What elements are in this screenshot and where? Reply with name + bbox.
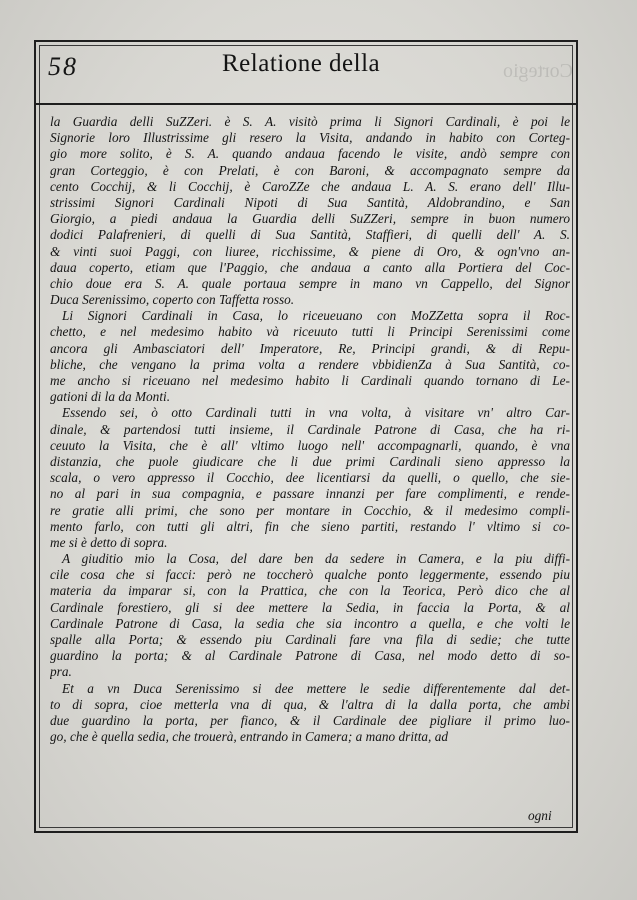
paragraph [50,114,570,308]
text-line: cento Cocchij, & li Cocchij, è CaroZZe che andaua L. A. S. erano dell' Illu- [50,178,570,194]
text-line: la Guardia delli SuZZeri. è S. A. visitò prima li Signori Cardinali, è poi le [50,114,570,129]
text-line: gran Corteggio, è con Prelati, è con Baroni, & accompagnato sempre da [50,162,570,178]
text-line: to di sopra, cioe metterla vna di qua, & l'altra di la dalla porta, che ambi [50,696,570,712]
running-head: Relatione della [222,50,381,77]
text-line: daua coperto, etiam que l'Paggio, che andaua a canto alla Portiera del Coc- [50,259,570,275]
paragraph [50,551,570,681]
text-line: Giorgio, a piedi andaua la Guardia delli SuZZeri, sempre in buon numero [50,211,570,227]
text-line: guardino la porta; & al Cardinale Patrone di Casa, nel modo detto di so- [50,648,570,664]
text-line: gationi di la da Monti. [50,389,171,405]
text-line: re gratie alli primi, che sono per montare in Cocchio, & il medesimo compli- [50,502,570,518]
text-line: & vinti suoi Paggi, con liuree, ricchissime, & piene di Oro, & ogn'vno an- [50,243,570,259]
text-line: ceuuto la Visita, che è all' vltimo luogo nell' accompagnarli, quando, è vna [50,437,570,453]
text-line: pra. [50,664,72,680]
text-line: dodici Palafrenieri, di quelli di Sua Santità, Staffieri, di quelli dell' A. S. [50,227,570,243]
text-line: me si è detto di sopra. [50,534,168,550]
text-line: mento farlo, con tutti gli altri, fin che sieno partiti, restando l' vltimo si co- [50,518,570,534]
paragraph [50,681,570,746]
text-line: no al pari in sua compagnia, e passare innanzi per fare complimenti, e rende- [50,486,570,502]
body-text [50,114,570,745]
text-line: cile cosa che si facci: però ne toccherò qualche ponto leggermente, essendo piu [50,567,570,583]
text-line: due guardino la porta, per fianco, & il Cardinale dee pigliare il primo luo- [50,712,570,728]
text-line: distanzia, che puole giudicare che li due primi Cardinali sieno appresso la [50,453,570,469]
text-line: gio more solito, è S. A. quando andaua facendo le visite, andò sempre con [50,146,570,162]
text-line: strissimi Signori Cardinali Nipoti di Sua Santità, Aldobrandino, e San [50,194,570,210]
text-line: scala, o vero appresso il Cocchio, dee licentiarsi da quelli, o quello, che sie- [50,470,570,486]
text-line: ancora gli Ambasciatori dell' Imperatore, Re, Principi grandi, & di Repu- [50,340,570,356]
text-line: chetto, e nel medesimo habito và riceuuto tutti li Principi Serenissimi come [50,324,570,340]
text-line: go, che è quella sedia, che trouerà, entrando in Camera; a mano dritta, ad [50,729,448,745]
page-number: 58 [48,52,78,81]
text-line: Et a vn Duca Serenissimo si dee mettere le sedie differentemente dal det- [62,680,570,696]
text-line: Li Signori Cardinali in Casa, lo riceueuano con MoZZetta sopra il Roc- [62,308,570,324]
text-line: dinale, & partendosi tutti insieme, il Cardinale Patrone di Casa, che ha ri- [50,421,570,437]
text-line: Essendo sei, ò otto Cardinali tutti in vna volta, à visitare vn' altro Car- [62,405,570,421]
text-line: bliche, che vengano la prima volta a rendere vbbidienZa à Sua Santità, co- [50,356,570,372]
paragraph [50,308,570,405]
text-line: materia da imparar si, con la Prattica, che con la Teorica, Però dico che al [50,583,570,599]
text-line: spalle alla Porta; & essendo piu Cardinali fare vna fila di sedie; che tutte [50,632,570,647]
bleed-through-text: Cortegio [503,60,573,82]
text-line: Cardinale Patrone di Casa, la sedia che sia incontro a quella, e che volti le [50,615,570,631]
text-line: me ancho si riceuano nel medesimo habito li Cardinali quando tornano di Le- [50,373,570,388]
text-line: Signorie loro Illustrissime gli resero la Visita, andando in habito con Corteg- [50,130,570,146]
header-rule [34,103,578,105]
text-line: Cardinale forestiero, gli si dee mettere la Sedia, in faccia la Porta, & al [50,599,570,615]
text-line: Duca Serenissimo, coperto con Taffetta rosso. [50,292,295,308]
text-line: chio doue era S. A. quale portaua sempre in mano vn Cappello, del Signor [50,275,570,291]
paragraph [50,405,570,551]
catchword: ogni [528,808,552,823]
text-line: A giuditio mio la Cosa, del dare ben da sedere in Camera, e la piu diffi- [62,551,570,567]
